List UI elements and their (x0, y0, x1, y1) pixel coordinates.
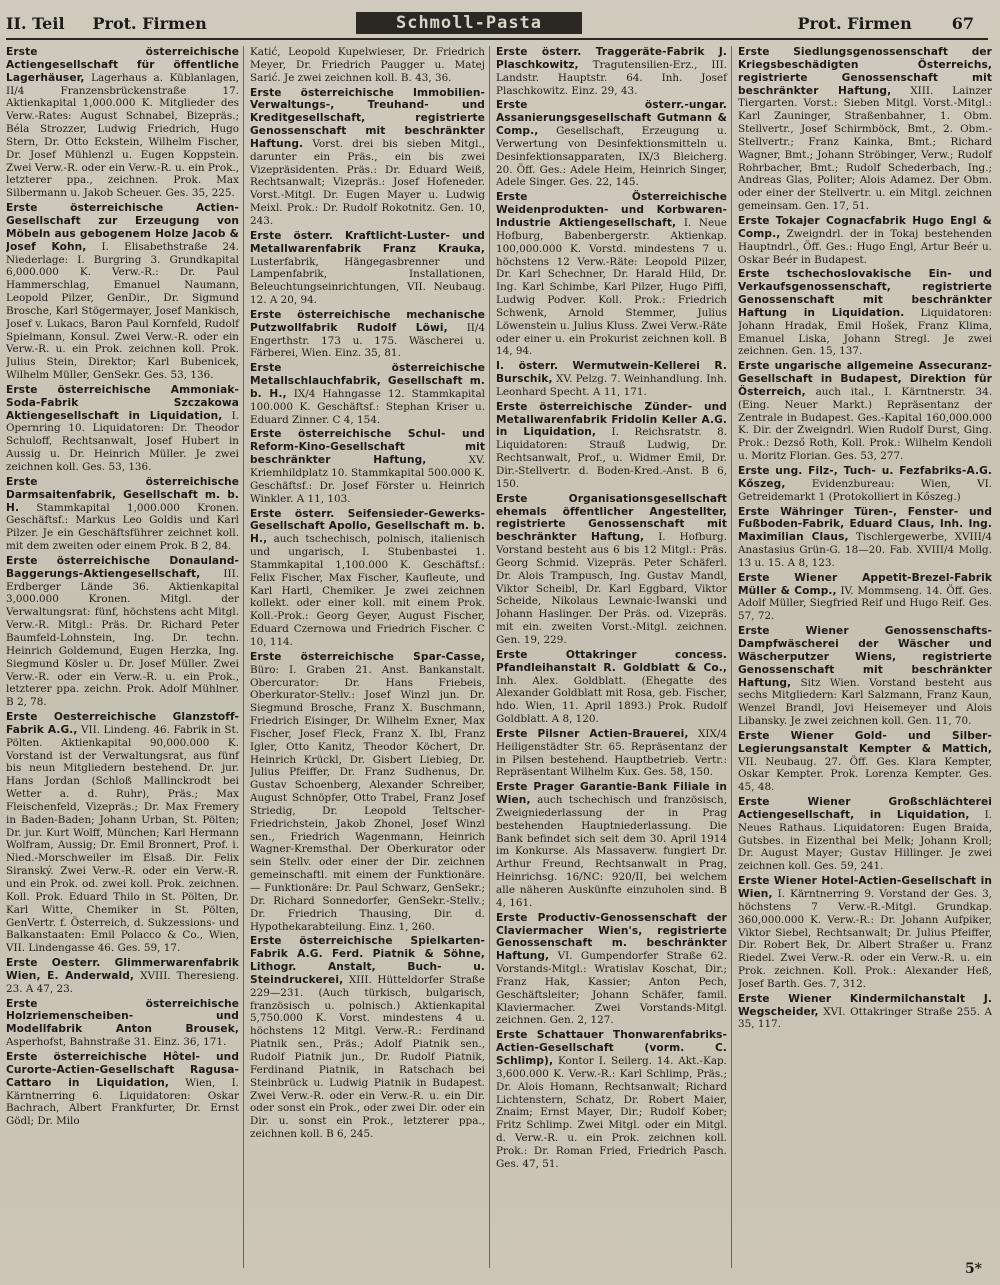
page-number: 67 (951, 13, 974, 33)
firm-name: Erste Prager Garantie-Bank Filiale in Wien, (496, 781, 727, 807)
firm-name: I. österr. Wermutwein-Kellerei R. Burschik, (496, 360, 727, 386)
firm-name: Erste österreichische Actien-Gesellschaft zur Erzeugung von Möbeln aus gebogenem Holze Jacob & Josef Kohn, (6, 202, 239, 253)
directory-entry (496, 46, 727, 97)
firm-name: Erste Österreichische Weidenprodukten- und Korbwaren-Industrie Aktiengesellschaft, (496, 191, 727, 229)
firm-details: XIII. Lainzer Tiergarten. Vorst.: Sieben Mitgl. Vorst.-Mitgl.: Karl Zauninger, Straßenbahner, 1. Obm. Stellvertr., Josef Schirmböck, Bmt., 2. Obm.-Stellvertr.; Franz Kainka, Bmt.; Richard Wagner, Bmt.; Johann Ströbinger, Verw.; Rudolf Rohrbacher, Bmt.; Rudolf Schederbach, Ing.; Andreas Glas, Politer; Alois Adamez. Der Obm. oder einer der Stellvertr. u. ein Mitgl. zeichnen gemeinsam. Gen. 17, 51. (738, 84, 992, 213)
directory-entry (250, 362, 485, 426)
firm-name: Erste österreichische Schul- und Reform-Kino-Gesellschaft mit beschränkter Haftung, (250, 428, 485, 467)
directory-entry (738, 572, 992, 623)
directory-entry (738, 360, 992, 463)
firm-name: Erste Wiener Genossenschafts-Dampfwäscherei der Wäscher und Wäscherputzer Wiens, registrierte Genossenschaft mit beschränkter Haftung, (738, 625, 992, 689)
firm-name: Erste Productiv-Genossenschaft der Claviermacher Wien's, registrierte Genossenschaft m. beschränkter Haftung, (496, 911, 727, 963)
page-header (6, 8, 988, 40)
firm-name: Erste österr. Traggeräte-Fabrik J. Plaschkowitz, (496, 46, 727, 71)
firm-details: I. Kärntnerring 9. Vorstand der Ges. 3, höchstens 7 Verw.-R.-Mitgl. Grundkap. 360,000.000 K. Verw.-R.: Dr. Johann Aufpiker, Viktor Siebel, Rechtsanwalt; Dr. Julius Pfeiffer, Dir. Robert Bek, Dr. Albert Straßer u. Franz Riedel. Zwei Verw.-R. oder ein Verw.-R. u. ein Prok. zeichnen. Koll. Prok.: Alexander Heß, Josef Barth. Ges. 7, 312. (738, 888, 992, 990)
firm-details: I. Neue Hofburg, Babenbergerstr. Aktienkap. 100,000.000 K. Vorstd. mindestens 7 u. höchstens 12 Verw.-Räte: Leopold Pilzer, Dr. Karl Schechner, Dr. Harald Hild, Dr. Ing. Karl Schimbe, Karl Pilzer, Hugo Piffl, Ludwig Podver. Koll. Prok.: Friedrich Schwenk, Arnold Stemmer, Julius Löwenstein u. Julius Kluss. Zwei Verw.-Räte oder einer u. ein Prokurist zeichnen koll. B 14, 94. (496, 216, 727, 358)
firm-name: Erste österreichische Immobilien-Verwaltungs-, Treuhand- und Kreditgesellschaft, registrierte Genossenschaft mit beschränkter Haftung. (250, 86, 485, 150)
firm-name: Erste österreichische Ammoniak-Soda-Fabrik Szczakowa Aktiengesellschaft in Liquidation, (6, 383, 239, 422)
firm-details: I. Hofburg. Vorstand besteht aus 6 bis 12 Mitgl.: Präs. Georg Schmid. Vizepräs. Peter Schäferl. Dr. Alois Trampusch, Ing. Gustav Mandl, Viktor Scheibl, Dr. Karl Eggbard, Viktor Scheide, Nikolaus Lewnaic-Iwanski und Johann Haslinger. Der Präs. od. Vizepräs. mit ein. zweiten Vorst.-Mitgl. zeichnen. Gen. 19, 229. (496, 531, 728, 646)
firm-name: Erste ung. Filz-, Tuch- u. Fezfabriks-A.G. Kőszeg, (738, 465, 992, 490)
firm-name: Erste österreichische mechanische Putzwollfabrik Rudolf Löwi, (250, 308, 485, 334)
firm-details: Tischlergewerbe, XVIII/4 Anastasius Grün-G. 18—20. Fab. XVIII/4 Mollg. 13 u. 15. A 8, 123. (738, 531, 992, 569)
directory-entry (496, 1029, 727, 1170)
directory-entry (6, 555, 239, 709)
firm-details: XVI. Ottakringer Straße 255. A 35, 117. (738, 1005, 992, 1031)
directory-entry (738, 875, 992, 991)
firm-name: Erste Schattauer Thonwarenfabriks-Actien-Gesellschaft (vorm. C. Schlimp), (496, 1029, 727, 1067)
firm-name: Erste österreichische Hôtel- und Curorte-Actien-Gesellschaft Ragusa-Cattaro in Liquidation, (6, 1050, 239, 1089)
firm-details: XIX/4 Heiligenstädter Str. 65. Repräsentanz der in Pilsen bestehend. Hauptbetrieb. Vertr.: Repräsentant Wilhelm Kux. Ges. 58, 150. (496, 727, 727, 779)
firm-name: Erste österreichische Metallschlauchfabrik, Gesellschaft m. b. H., (250, 362, 485, 400)
directory-entry (6, 957, 239, 996)
firm-name: Erste tschechoslovakische Ein- und Verkaufsgenossenschaft, registrierte Genossenschaft mit beschränkter Haftung in Liquidation. (738, 268, 992, 319)
firm-name: Erste österreichische Zünder- und Metallwarenfabrik Fridolin Keller A.G. in Liquidation, (496, 400, 727, 439)
directory-entry (738, 625, 992, 728)
firm-name: Erste Oesterreichische Glanzstoff-Fabrik A.G., (6, 711, 239, 736)
directory-entry (250, 230, 485, 307)
firm-name: Erste Wiener Kindermilchanstalt J. Wegscheider, (738, 992, 992, 1018)
firm-details: XV. Pelzg. 7. Weinhandlung. Inh. Leonhard Specht. A 11, 171. (496, 373, 727, 398)
firm-details: VI. Gumpendorfer Straße 62. Vorstands-Mitgl.: Wratislav Koschat, Dir.; Franz Hak, Kassier; Anton Pech, Geschäftsleiter; Johann Schäfer, famil. Klaviermacher. Zwei Vorstands-Mitgl. zeichnen. Gen. 2, 127. (496, 950, 727, 1027)
firm-name: Erste österreichische Darmsaitenfabrik, Gesellschaft m. b. H. (6, 475, 239, 514)
directory-entry (6, 476, 239, 553)
firm-name: Erste österreichische Holzriemenscheiben- und Modellfabrik Anton Brousek, (6, 997, 239, 1036)
directory-entry (738, 268, 992, 358)
directory-entry (496, 728, 727, 779)
firm-name: Erste Wiener Hotel-Actien-Gesellschaft in Wien, (738, 875, 992, 900)
directory-entry (496, 191, 727, 358)
directory-entry (496, 781, 727, 909)
firm-name: Erste Siedlungsgenossenschaft der Kriegsbeschädigten Österreichs, registrierte Genossenschaft mit beschränkter Haftung, (738, 46, 992, 97)
firm-details: II/4 Engerthstr. 173 u. 175. Wäscherei u. Färberei, Wien. Einz. 35, 81. (250, 321, 486, 360)
directory-entry (6, 711, 239, 955)
column-2 (250, 46, 490, 1268)
firm-name: Erste österr.-ungar. Assanierungsgesellschaft Gutmann & Comp., (496, 99, 727, 138)
firm-details: Inh. Alex. Goldblatt. (Ehegatte des Alexander Goldblatt mit Rosa, geb. Fischer, hdo. Wien, 11. April 1893.) Prok. Rudolf Goldblatt. A 8, 120. (496, 674, 727, 726)
firm-name: Erste Oesterr. Glimmerwarenfabrik Wien, E. Anderwald, (6, 957, 239, 982)
directory-entry (6, 202, 239, 382)
firm-details: IX/4 Hahngasse 12. Stammkapital 100.000 K. Geschäftsf.: Stephan Kriser u. Eduard Zinner. C 4, 154. (250, 387, 486, 426)
directory-entry (738, 796, 992, 873)
directory-entry (738, 730, 992, 794)
directory-entry (496, 401, 727, 491)
directory-entry (250, 935, 485, 1141)
firm-details: III. Erdberger Lände 36. Aktienkapital 3,000.000 Kronen. Mitgl. der Verwaltungsrat: fünf, höchstens acht Mitgl. Verw.-R. Mitgl.: Präs. Dr. Richard Peter Baumfeld-Lohnstein, Ing. Dr. techn. Heinrich Goldemund, Eugen Herzka, Ing. Siegmund Kösler u. Dr. Josef Müller. Zwei Verw.-R. oder ein Verw.-R. u. ein Prok., letzterer ppa. zeichn. Prok. Adolf Mühlner. B 2, 78. (6, 567, 239, 709)
firm-details: Stammkapital 1,000.000 Kronen. Geschäftsf.: Markus Leo Goldis und Karl Pilzer. Je ein Geschäftsführer zeichnet koll. mit dem zweiten oder einem Prok. B 2, 84. (6, 501, 239, 553)
firm-details: XIII. Hütteldorfer Straße 229—231. (Auch türkisch, bulgarisch, französisch u. polnisch.) Aktienkapital 5,750.000 K. Vorst. mindestens 4 u. höchstens 12 Mitgl. Verw.-R.: Ferdinand Piatnik sen., Präs.; Adolf Piatnik sen., Rudolf Piatnik jun., Dr. Rudolf Piatnik, Ferdinand Piatnik, in Ratschach bei Steinbrück u. Ludwig Piatnik in Budapest. Zwei Verw.-R. oder ein Verw.-R. u. ein Dir. oder sonst ein Prok., oder zwei Dir. oder ein Dir. u. sonst ein Prok., letzterer ppa., zeichnen koll. B 6, 245. (250, 973, 485, 1141)
firm-name: Erste Pilsner Actien-Brauerei, (496, 727, 689, 740)
firm-details: I. Reichsratstr. 8. Liquidatoren: Strauß Ludwig, Dr. Rechtsanwalt, Prof., u. Widmer Emil, Dr. Dir.-Stellvertr. d. Boden-Kred.-Anst. B 6, 150. (496, 426, 727, 490)
directory-entry (6, 384, 239, 474)
column-4 (738, 46, 996, 1268)
directory-entry (738, 993, 992, 1032)
directory-entry (496, 360, 727, 399)
column-3 (496, 46, 732, 1268)
firm-details: Büro: I. Graben 21. Anst. Bankanstalt. Obercurator: Dr. Hans Friebeis, Oberkurator-Stellv.: Josef Winzl jun. Dr. Siegmund Brosche, Franz X. Buschmann, Friedrich Eisinger, Dr. Wilhelm Exner, Max Fischer, Josef Fleck, Franz X. Ibl, Franz Igler, Otto Kanitz, Theodor Köchert, Dr. Heinrich Krückl, Dr. Gisbert Liebieg, Dr. Julius Pfeiffer, Dr. Franz Sudhenus, Dr. Gustav Schoenberg, Alexander Schreiber, August Schnöpfer, Otto Trabel, Franz Josef Striedig, Dr. Leopold Teltscher-Friedrichstein, Jakob Zhonel, Josef Winzl sen., Friedrich Wagenmann, Heinrich Wagner-Kremsthal. Der Oberkurator oder sein Stellv. oder einer der Dir. zeichnen gemeinschaftl. mit einem der Funktionäre. — Funktionäre: Dr. Paul Schwarz, GenSekr.; Dr. Richard Sonnedorfer, GenSekr.-Stellv.; Dr. Friedrich Thausing, Dir. d. Hypothekarabteilung. Einz. 1, 260. (250, 663, 485, 933)
header-title-left: Prot. Firmen (92, 13, 207, 33)
directory-entry (738, 465, 992, 504)
firm-name: Erste Organisationsgesellschaft ehemals öffentlicher Angestellter, registrierte Genossenschaft mit beschränkter Haftung, (496, 492, 727, 544)
firm-details: auch ital., I. Kärntnerstr. 34. (Eing. Neuer Markt.) Repräsentanz der Zentrale in Budapest. Ges.-Kapital 160,000.000 K. Dir. der Zweigndrl. Wien Rudolf Durst, Ging. Prok.: Dezső Roth, Koll. Prok.: Wilhelm Kendoli u. Moritz Florian. Ges. 53, 277. (738, 385, 992, 463)
firm-details: IV. Mommseng. 14. Öff. Ges. Adolf Müller, Siegfried Reif und Hugo Reif. Ges. 57, 72. (738, 584, 992, 623)
firm-details: XVIII. Theresieng. 23. A 47, 23. (6, 969, 239, 995)
firm-name: Erste österreichische Actiengesellschaft für öffentliche Lagerhäuser, (6, 46, 239, 84)
firm-name: Erste Wiener Gold- und Silber-Legierungsanstalt Kempter & Mattich, (738, 729, 992, 755)
directory-entry (496, 493, 727, 647)
firm-details: Tragutensilien-Erz., III. Landstr. Hauptstr. 64. Inh. Josef Plaschkowitz. Einz. 29, 43. (496, 58, 727, 97)
firm-details: I. Neues Rathaus. Liquidatoren: Eugen Braida, Gutsbes. in Eizenthal bei Melk; Johann Kroll; Dr. August Mayer; Gustav Hillinger. Je zwei zeichnen koll. Ges. 59, 241. (738, 808, 992, 873)
firm-details: I. Elisabethstraße 24. Niederlage: I. Burgring 3. Grundkapital 6,000.000 K. Verw.-R.: Dr. Paul Hammerschlag, Emanuel Naumann, Leopold Pilzer, GenDir., Dr. Sigmund Brosche, Karl Stögermayer, Josef Mankisch, Josef v. Lukacs, Baron Paul Kornfeld, Rudolf Spielmann, Konsul. Zwei Verw.-R. oder ein Verw.-R. u. ein Prok. zeichnen koll. Prok. Julius Stein, Direktor; Karl Bubenicek, Wilhelm Müller, GenSekr. Ges. 53, 136. (6, 240, 239, 382)
directory-entry (738, 46, 992, 213)
column-1 (6, 46, 244, 1268)
directory-entry (738, 506, 992, 570)
firm-name: Erste österreichische Donauland-Baggerungs-Aktiengesellschaft, (6, 554, 239, 580)
directory-entry (250, 46, 485, 85)
directory-entry (250, 87, 485, 228)
directory-entry (496, 649, 727, 726)
firm-details: Zweigndrl. der in Tokaj bestehenden Hauptndrl., Öff. Ges.: Hugo Engl, Artur Beér u. Oskar Beér in Budapest. (738, 227, 992, 266)
sheet-signature: 5* (964, 1261, 982, 1277)
directory-entry (6, 1051, 239, 1128)
directory-entry (250, 309, 485, 360)
firm-details: Katić, Leopold Kupelwieser, Dr. Friedrich Meyer, Dr. Friedrich Paugger u. Matej Sarić. Je zwei zeichnen koll. B. 43, 36. (250, 46, 485, 84)
firm-details: Vorst. drei bis sieben Mitgl., darunter ein Präs., ein bis zwei Vizepräsidenten. Präs.: Dr. Eduard Weiß, Rechtsanwalt; Vizepräs.: Josef Hofeneder. Vorst.-Mitgl. Dr. Eugen Mayer u. Ludwig Meixl. Prok.: Dr. Rudolf Rokotnitz. Gen. 10, 243. (250, 137, 485, 227)
firm-details: Liquidatoren: Johann Hradak, Emil Hošek, Franz Klima, Emanuel Liska, Johann Stregl. Je zwei zeichnen. Gen. 15, 137. (738, 306, 992, 358)
firm-name: Erste österreichische Spar-Casse, (250, 650, 485, 663)
firm-details: VII. Lindeng. 46. Fabrik in St. Pölten. Aktienkapital 90,000.000 K. Vorstand ist der Verwaltungsrat, aus fünf bis neun Mitgliedern bestehend. Dr. jur. Hans Jordan (Schloß Mallinckrodt bei Wetter a. d. Ruhr), Präs.; Max Fleischenfeld, Vizepräs.; Dr. Max Fremery in Baden-Baden; Johann Urban, St. Pölten; Dr. jur. Kurt Wolff, München; Karl Hermann Wolfram, Aussig; Dr. Emil Bronnert, Prof. i. Nied.-Morschweiler im Elsaß. Dir. Felix Siranský. Zwei Verw.-R. oder ein Verw.-R. und ein Prok. od. zwei koll. Prok. zeichnen. Koll. Prok. Eduard Thilo in St. Pölten, Dr. Karl Witte, Chemiker in St. Pölten, GenVertr. f. Österreich, d. Sukzessions- und Balkanstaaten: Emil Polacco & Co., Wien, VII. Lindengasse 46. Ges. 59, 17. (6, 723, 240, 955)
firm-name: Erste Ottakringer concess. Pfandleihanstalt R. Goldblatt & Co., (496, 648, 727, 674)
firm-details: Kontor I. Seilerg. 14. Akt.-Kap. 3,600.000 K. Verw.-R.: Karl Schlimp, Präs.; Dr. Alois Homann, Rechtsanwalt; Richard Lichtenstern, Schatz, Dr. Robert Maier, Znaim; Ernst Mayer, Dir.; Rudolf Kober; Fritz Schlimp. Zwei Mitgl. oder ein Mitgl. d. Verw.-R. u. ein Prok. zeichnen koll. Prok.: Dr. Roman Fried, Friedrich Pasch. Ges. 47, 51. (496, 1054, 727, 1170)
firm-details: Lagerhaus a. Küblanlagen, II/4 Franzensbrückenstraße 17. Aktienkapital 1,000.000 K. Mitglieder des Verw.-Rates: August Schnabel, Bizepräs.; Béla Strozzer, Ludwig Friedrich, Hugo Stern, Dr. Otto Eckstein, Wilhelm Fischer, Dr. Josef Mühlenzl u. Eugen Koppstein. Zwei Verw.-R. oder ein Verw.-R. u. ein Prok., letzterer ppa., zeichnen. Prok. Max Silbermann u. Jakob Scheuer. Ges. 35, 225. (6, 71, 239, 200)
directory-entry (6, 998, 239, 1049)
firm-details: I. Opernring 10. Liquidatoren: Dr. Theodor Schuloff, Rechtsanwalt, Josef Hubert in Aussig u. Dr. Heinrich Müller. Je zwei zeichnen koll. Ges. 53, 136. (6, 409, 239, 473)
columns (6, 46, 992, 1268)
directory-entry (496, 912, 727, 1028)
header-banner: Schmoll-Pasta (356, 12, 582, 34)
directory-entry (6, 46, 239, 200)
firm-name: Erste Tokajer Cognacfabrik Hugo Engl & Comp., (738, 214, 992, 240)
directory-entry (496, 99, 727, 189)
firm-name: Erste Währinger Türen-, Fenster- und Fußboden-Fabrik, Eduard Claus, Inh. Ing. Maximilian Claus, (738, 505, 992, 544)
firm-details: Lusterfabrik, Hängegasbrenner und Lampenfabrik, Installationen, Beleuchtungseinrichtungen, VII. Neubaug. 12. A 20, 94. (250, 255, 485, 307)
firm-details: Wien, I. Kärntnerring 6. Liquidatoren: Oskar Bachrach, Albert Frankfurter, Dr. Ernst Gödl; Dr. Milo (6, 1076, 239, 1128)
header-title-right: Prot. Firmen (797, 13, 912, 33)
firm-details: Gesellschaft, Erzeugung u. Verwertung von Desinfektionsmitteln u. Desinfektionsapparaten, IX/3 Bleicherg. 20. Öff. Ges.: Adele Heim, Heinrich Singer, Adele Singer. Ges. 22, 145. (496, 125, 727, 189)
firm-details: VII. Neubaug. 27. Öff. Ges. Klara Kempter, Oskar Kempter. Prok. Lorenza Kempter. Ges. 45, 48. (738, 755, 992, 794)
firm-details: auch tschechisch, polnisch, italienisch und ungarisch, I. Stubenbastei 1. Stammkapital 1,100.000 K. Geschäftsf.: Felix Fischer, Max Fischer, Kaufleute, und Karl Hartl, Chemiker. Je zwei zeichnen kollekt. oder einer koll. mit einem Prok. Koll.-Prok.: Georg Geyer, August Fischer, Eduard Czernowa und Friedrich Fischer. C 10, 114. (250, 533, 485, 648)
firm-details: Sitz Wien. Vorstand besteht aus sechs Mitgliedern: Karl Salzmann, Franz Kaun, Wenzel Brandl, Jovi Heisemeyer und Alois Libansky. Je zwei zeichnen koll. Gen. 11, 70. (738, 676, 992, 728)
firm-name: Erste österr. Kraftlicht-Luster- und Metallwarenfabrik Franz Krauka, (250, 229, 485, 255)
firm-details: XV. Kriemhildplatz 10. Stammkapital 500.000 K. Geschäftsf.: Dr. Josef Förster u. Heinrich Winkler. A 11, 103. (250, 454, 485, 505)
firm-name: Erste österr. Seifensieder-Gewerks-Gesellschaft Apollo, Gesellschaft m. b. H., (250, 507, 485, 546)
firm-name: Erste Wiener Großschlächterei Actiengesellschaft, in Liquidation, (738, 796, 992, 821)
firm-details: Asperhofst, Bahnstraße 31. Einz. 36, 171. (6, 1036, 227, 1049)
firm-details: Evidenzbureau: Wien, VI. Getreidemarkt 1 (Protokolliert in Kőszeg.) (738, 477, 992, 503)
firm-details: auch tschechisch und französisch, Zweigniederlassung der in Prag bestehenden Hauptniederlassung. Die Bank befindet sich seit dem 30. April 1914 im Konkurse. Als Massaverw. fungiert Dr. Arthur Freund, Rechtsanwalt in Prag, Heinrichsg. 16/NC: 920/II, bei welchem alle näheren Auskünfte einzuholen sind. B 4, 161. (496, 794, 727, 909)
directory-entry (250, 651, 485, 934)
firm-name: Erste österreichische Spielkarten-Fabrik A.G. Ferd. Piatnik & Söhne, Lithogr. Anstalt, Buch- u. Steindruckerei, (250, 935, 485, 986)
part-label: II. Teil (6, 13, 65, 33)
directory-entry (250, 428, 485, 505)
directory-entry (738, 215, 992, 266)
firm-name: Erste Wiener Appetit-Brezel-Fabrik Müller & Comp., (738, 571, 992, 597)
directory-entry (250, 508, 485, 649)
firm-name: Erste ungarische allgemeine Assecuranz-Gesellschaft in Budapest, Direktion für Österreich, (738, 360, 992, 398)
